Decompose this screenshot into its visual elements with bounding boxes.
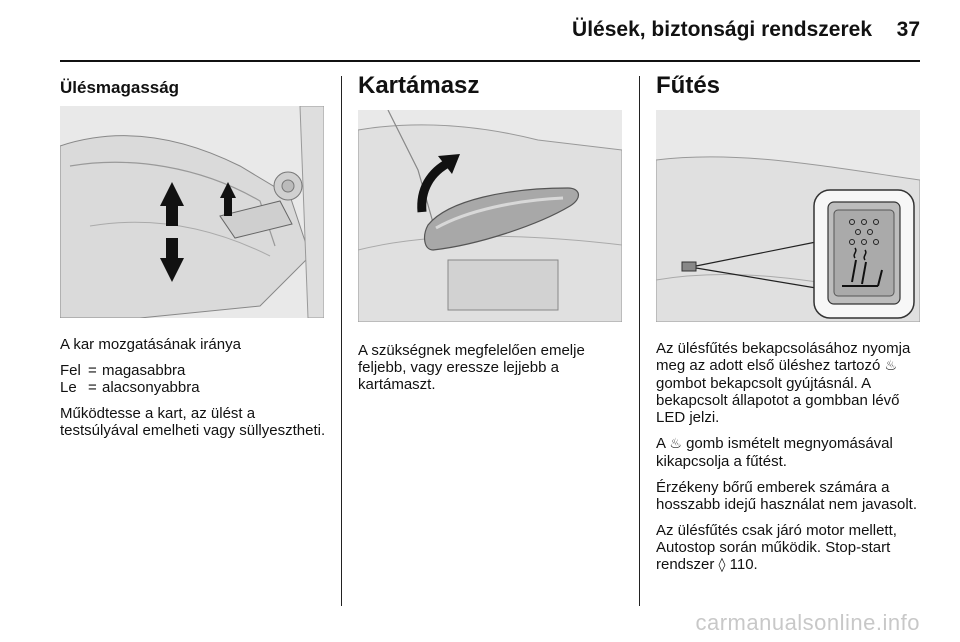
heating-text: gombot bekapcsolt gyújtásnál. A bekapcsolt állapotot a gombban lévő LED jelzi. — [656, 375, 900, 426]
column-armrest — [358, 72, 624, 402]
reference-arrow-icon[interactable]: ◊ — [718, 557, 726, 573]
definition-equals: = — [88, 379, 97, 396]
seat-heat-glyph-icon: ♨ — [669, 436, 682, 452]
definition-desc: alacsonyabbra — [102, 379, 200, 396]
page-number: 37 — [896, 18, 920, 41]
seat-height-illustration — [60, 106, 324, 318]
column-heating — [656, 72, 922, 583]
definition-equals: = — [88, 362, 97, 379]
section-heading-heating: Fűtés — [656, 72, 721, 99]
armrest-drawing — [358, 110, 622, 322]
column-divider-1 — [341, 76, 342, 606]
armrest-paragraph: A szükségnek megfelelően emelje feljebb, vagy eressze lejjebb a kartámaszt. — [358, 342, 585, 393]
watermark: carmanualsonline.info — [695, 610, 920, 635]
header-title: Ülések, biztonsági rendszerek — [572, 18, 872, 41]
definition-row-down — [60, 379, 326, 396]
column-divider-2 — [639, 76, 640, 606]
heating-text: A — [656, 435, 670, 452]
definition-row-up — [60, 362, 326, 379]
heating-text: Az ülésfűtés csak járó motor mellett, Autostop során működik. Stop-start rendszer — [656, 522, 897, 573]
definition-desc: magasabbra — [102, 362, 186, 379]
heating-switch-location — [682, 262, 696, 271]
heating-paragraph-4 — [656, 522, 922, 574]
definition-term: Le — [60, 379, 77, 396]
page-header — [0, 0, 960, 62]
heating-button-drawing — [656, 110, 920, 322]
heating-paragraph-2 — [656, 435, 922, 470]
seat-heat-glyph-icon: ♨ — [884, 358, 898, 374]
seat-lever-drawing — [60, 106, 324, 318]
armrest-illustration — [358, 110, 622, 322]
section-heading-seat-height: Ülésmagasság — [60, 78, 180, 97]
heating-text: Az ülésfűtés bekapcsolásához nyomja meg az adott első üléshez tartozó — [656, 340, 911, 374]
definition-term: Fel — [60, 362, 81, 379]
page-reference[interactable]: 110. — [725, 556, 758, 573]
lever-caption: A kar mozgatásának iránya — [60, 336, 241, 353]
column-seat-height — [60, 72, 326, 448]
seat-height-paragraph: Működtesse a kart, az ülést a testsúlyával emelheti vagy süllyesztheti. — [60, 405, 326, 439]
heating-paragraph-1 — [656, 340, 922, 426]
heating-text: gomb ismételt megnyomásával kikapcsolja a fűtést. — [656, 435, 893, 470]
header-rule — [60, 60, 920, 62]
seat-heating-illustration — [656, 110, 920, 322]
heating-paragraph-3: Érzékeny bőrű emberek számára a hosszabb idejű használat nem javasolt. — [656, 479, 917, 513]
direction-definitions — [60, 362, 326, 396]
section-heading-armrest: Kartámasz — [358, 72, 480, 99]
